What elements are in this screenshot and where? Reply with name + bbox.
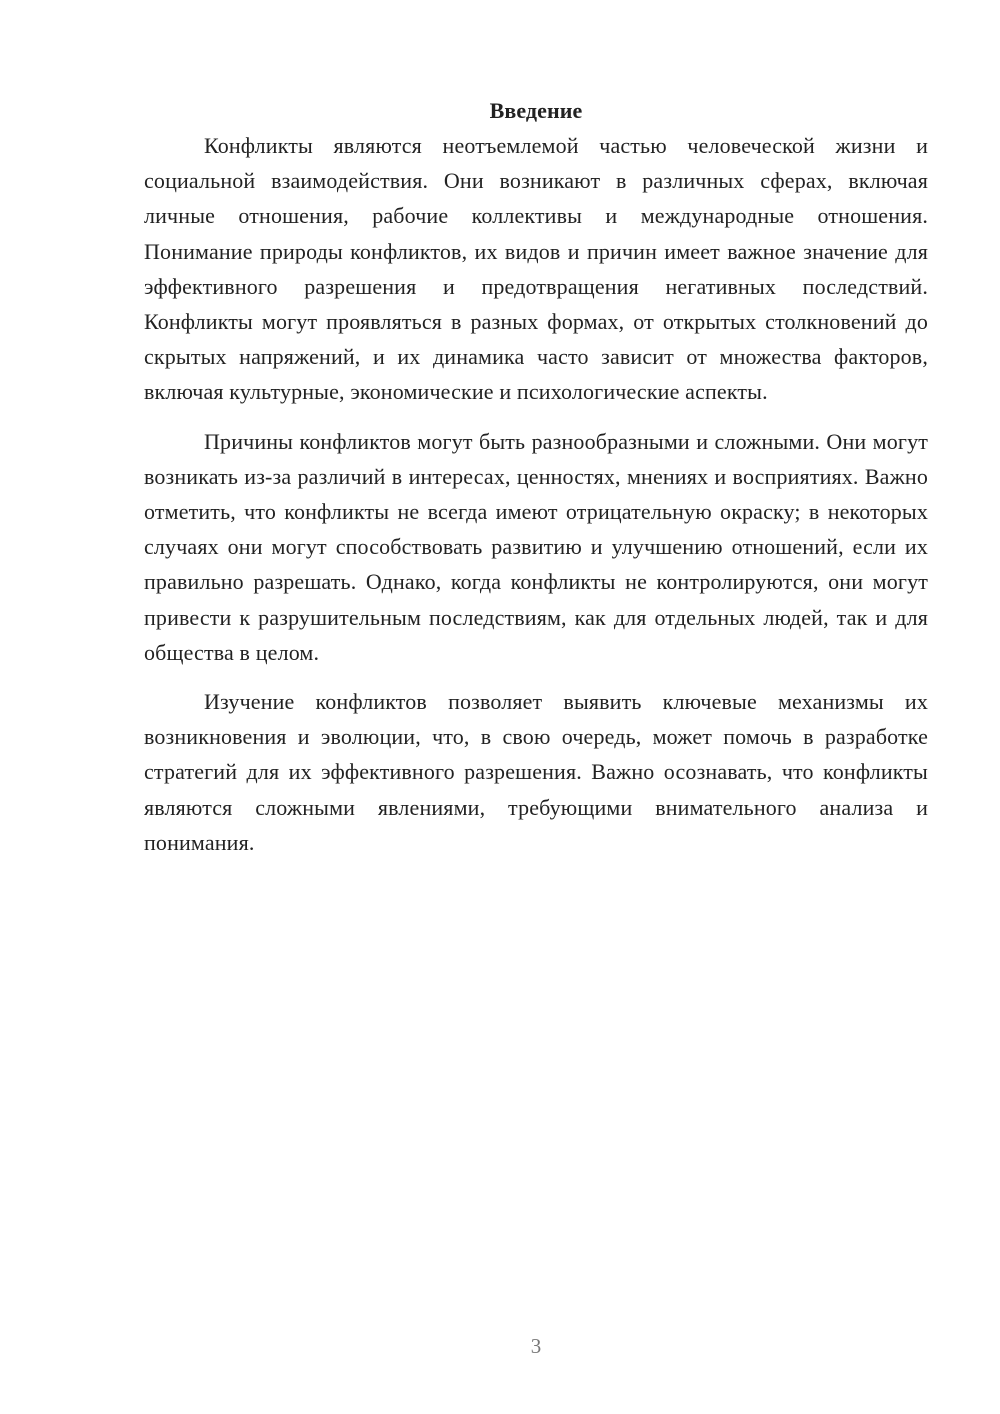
- paragraph-3: Изучение конфликтов позволяет выявить ключевые механизмы их возникновения и эволюции, что, в свою очередь, может помочь в разработке стратегий для их эффективного разрешения. Важно осознавать, что конфликты являются сложными явлениями, требующими внимательного анализа и понимания.: [144, 689, 928, 855]
- page-number: 3: [530, 1334, 542, 1358]
- paragraph-1: Конфликты являются неотъемлемой частью человеческой жизни и социальной взаимодействия. Они возникают в различных сферах, включая личные отношения, рабочие коллективы и международные отношения. Понимание природы конфликтов, их видов и причин имеет важное значение для эффективного разрешения и предотвращения негативных последствий. Конфликты могут проявляться в разных формах, от открытых столкновений до скрытых напряжений, и их динамика часто зависит от множества факторов, включая культурные, экономические и психологические аспекты.: [144, 133, 928, 405]
- page-content: [144, 96, 928, 874]
- paragraph-2: Причины конфликтов могут быть разнообразными и сложными. Они могут возникать из-за различий в интересах, ценностях, мнениях и восприятиях. Важно отметить, что конфликты не всегда имеют отрицательную окраску; в некоторых случаях они могут способствовать развитию и улучшению отношений, если их правильно разрешать. Однако, когда конфликты не контролируются, они могут привести к разрушительным последствиям, как для отдельных людей, так и для общества в целом.: [144, 428, 928, 665]
- section-title: Введение: [489, 98, 583, 123]
